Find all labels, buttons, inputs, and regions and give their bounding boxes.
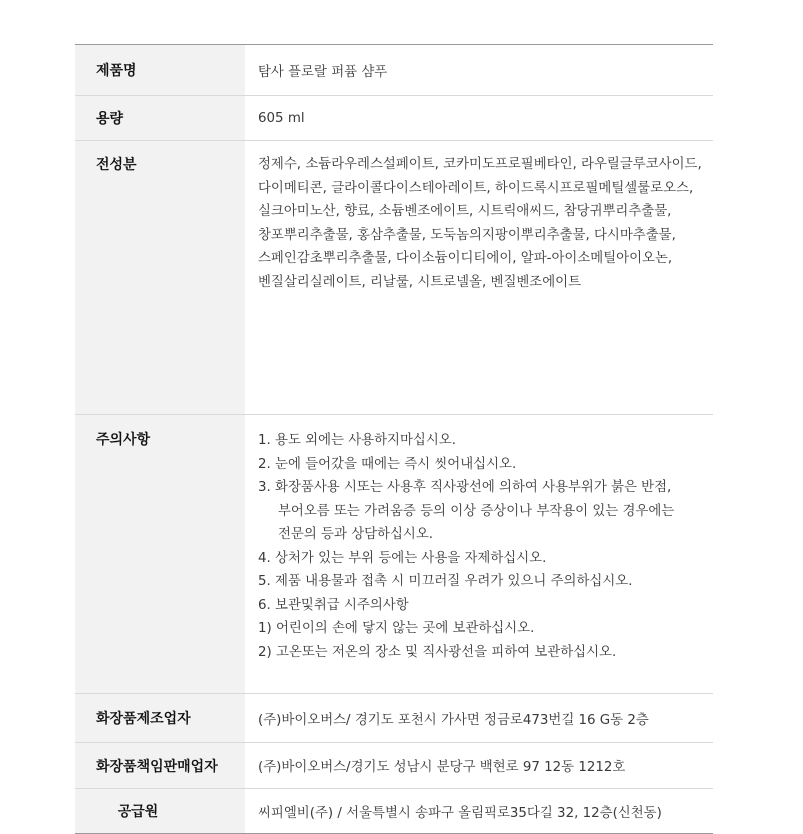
label-volume: 용량 [75, 96, 245, 140]
precaution-line: 2. 눈에 들어갔을 때에는 즉시 씻어내십시오. [258, 456, 517, 472]
precaution-line: 3. 화장품사용 시또는 사용후 직사광선에 의하여 사용부위가 붉은 반점, [258, 480, 672, 495]
precaution-line: 부어오름 또는 가려움증 등의 이상 증상이나 부작용이 있는 경우에는 [278, 503, 675, 519]
row-ingredients [75, 141, 713, 415]
row-seller [75, 743, 713, 789]
row-precautions [75, 415, 713, 694]
ingredients-line: 실크아미노산, 향료, 소듐벤조에이트, 시트릭애씨드, 참당귀뿌리추출물, [258, 204, 672, 219]
row-product-name [75, 45, 713, 96]
ingredients-line: 다이메티콘, 글라이콜다이스테아레이트, 하이드록시프로필메틸셀룰로오스, [258, 180, 694, 196]
value-precautions [245, 415, 713, 693]
product-info-table [75, 44, 713, 834]
value-ingredients [245, 141, 713, 414]
value-product-name: 탐사 플로랄 퍼퓸 샴푸 [258, 64, 388, 80]
precaution-line: 1. 용도 외에는 사용하지마십시오. [258, 433, 456, 448]
precaution-line: 6. 보관및취급 시주의사항 [258, 597, 409, 613]
ingredients-line: 창포뿌리추출물, 홍삼추출물, 도둑놈의지팡이뿌리추출물, 다시마추출물, [258, 227, 676, 243]
row-volume [75, 96, 713, 141]
label-manufacturer: 화장품제조업자 [75, 694, 245, 742]
label-precautions: 주의사항 [75, 415, 245, 693]
ingredients-line: 스페인감초뿌리추출물, 다이소듐이디티에이, 알파-아이소메틸아이오논, [258, 251, 673, 266]
precaution-line: 2) 고온또는 저온의 장소 및 직사광선을 피하여 보관하십시오. [258, 644, 617, 660]
value-volume: 605 ml [258, 110, 305, 126]
precaution-line: 1) 어린이의 손에 닿지 않는 곳에 보관하십시오. [258, 621, 535, 636]
label-ingredients: 전성분 [75, 141, 245, 414]
precaution-line: 전문의 등과 상담하십시오. [278, 527, 434, 542]
label-product-name: 제품명 [75, 45, 245, 95]
row-manufacturer [75, 694, 713, 743]
value-supplier: 씨피엘비(주) / 서울특별시 송파구 올림픽로35다길 32, 12층(신천동) [258, 805, 662, 821]
value-manufacturer: (주)바이오버스/ 경기도 포천시 가사면 정금로473번길 16 G동 2층 [258, 712, 649, 728]
precaution-line: 5. 제품 내용물과 접촉 시 미끄러질 우려가 있으니 주의하십시오. [258, 574, 633, 589]
ingredients-line: 벤질살리실레이트, 리날룰, 시트로넬올, 벤질벤조에이트 [258, 274, 582, 290]
label-supplier: 공급원 [75, 789, 245, 833]
label-seller: 화장품책임판매업자 [75, 743, 245, 788]
value-seller: (주)바이오버스/경기도 성남시 분당구 백현로 97 12동 1212호 [258, 760, 626, 775]
row-supplier [75, 789, 713, 834]
ingredients-line: 정제수, 소듐라우레스설페이트, 코카미도프로필베타인, 라우릴글루코사이드, [258, 157, 702, 172]
precaution-line: 4. 상처가 있는 부위 등에는 사용을 자제하십시오. [258, 550, 547, 566]
